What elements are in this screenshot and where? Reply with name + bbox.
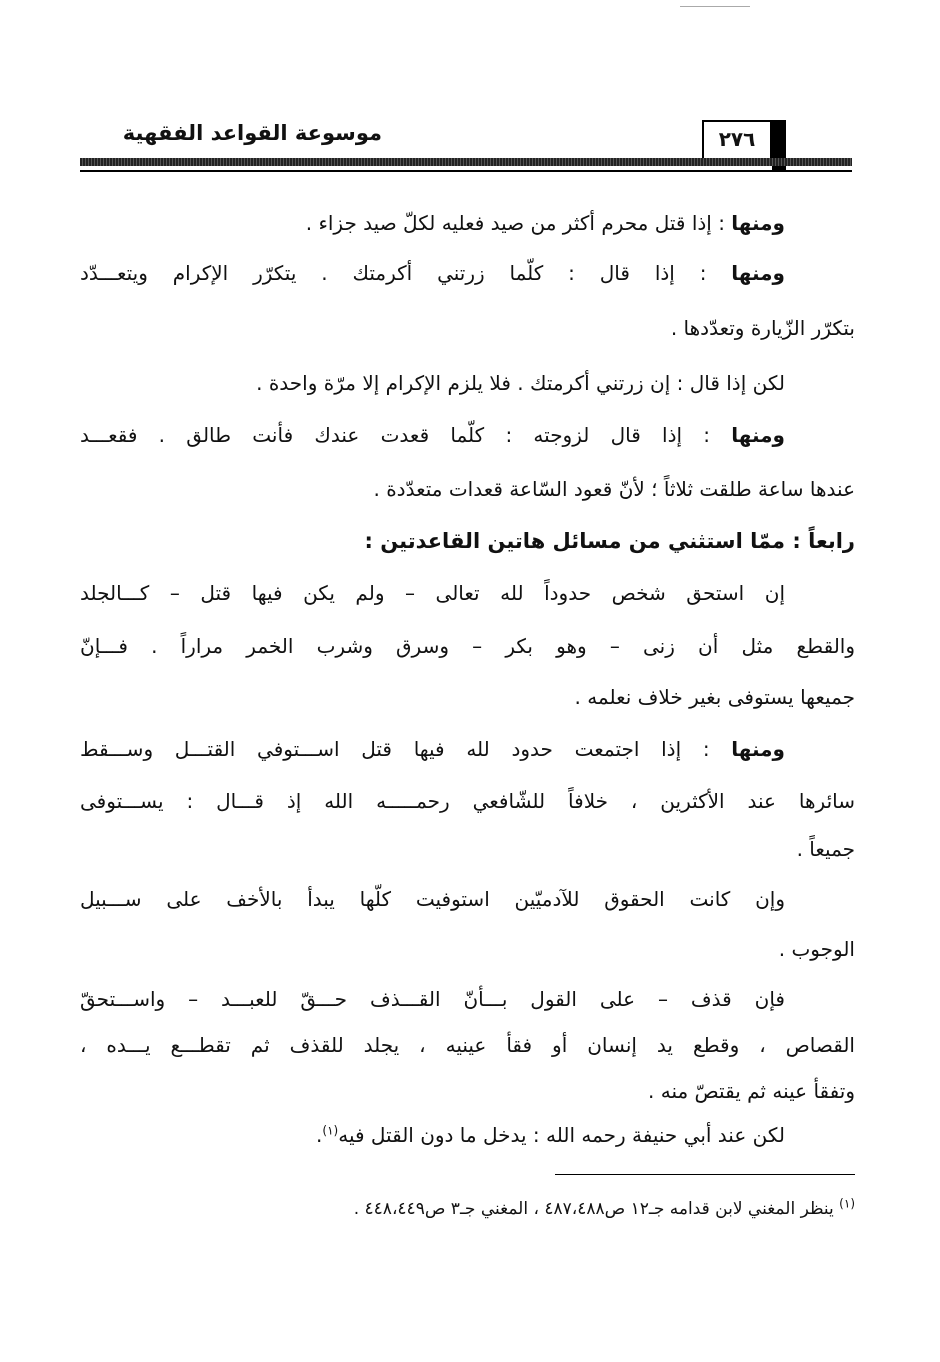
text-line: ومنها : إذا قال لزوجته : كلّما قعدت عندك فأنت طالق . فقعـــد (80, 423, 785, 447)
text-line: والقطع مثل أن زنى – وهو بكر – وسرق وشرب الخمر مراراً . فـــإنّ (80, 634, 855, 658)
text-line: ومنها : إذا قال : كلّما زرتني أكرمتك . يتكرّر الإكرام ويتعـــدّد (80, 261, 785, 285)
footnote-text: ينظر المغني لابن قدامه جـ١٢ ص٤٨٧،٤٨٨ ، المغني جـ٣ ص٤٤٨،٤٤٩ . (353, 1199, 840, 1219)
footnote-reference: (١) (322, 1123, 339, 1138)
footnote (80, 1192, 855, 1226)
text-line: القصاص ، وقطع يد إنسان أو فقأ عينيه ، يجلد للقذف ثم تقطـــع يـــده ، (80, 1033, 855, 1057)
text-line: بتكرّر الزّيارة وتعدّدها . (670, 316, 855, 340)
text-line: لكن إذا قال : إن زرتني أكرمتك . فلا يلزم الإكرام إلا مرّة واحدة . (256, 371, 785, 395)
header-rule-thick (80, 158, 852, 166)
text-line: عندها ساعة طلقت ثلاثاً ؛ لأنّ قعود السّاعة قعدات متعدّدة . (373, 477, 855, 501)
footnote-separator (555, 1174, 855, 1175)
text-line: سائرها عند الأكثرين ، خلافاً للشّافعي رحمـــــه الله إذ قـــال : يســـتوفى (80, 789, 855, 813)
section-heading: رابعاً : ممّا استثني من مسائل هاتين القاعدتين : (364, 529, 855, 553)
text-line: جميعها يستوفى بغير خلاف نعلمه . (574, 685, 855, 709)
page-header (80, 118, 852, 178)
scan-artifact-line (680, 6, 750, 7)
text-line: جميعاً . (796, 837, 855, 861)
text-line: الوجوب . (778, 937, 855, 961)
footnote-marker: (١) (839, 1196, 855, 1211)
text-line: ومنها : إذا قتل محرم أكثر من صيد فعليه لكلّ صيد جزاء . (305, 211, 785, 235)
text-line: وتفقأ عينه ثم يقتصّ منه . (648, 1079, 855, 1103)
text-line: فإن قذف – على القول بـــأنّ القـــذف حـــقّ للعبـــد – واســـتحقّ (80, 987, 785, 1011)
text-line: وإن كانت الحقوق للآدميّين استوفيت كلّها يبدأ بالأخف على ســـبيل (80, 887, 785, 911)
header-rule-thin (80, 170, 852, 172)
text-line: لكن عند أبي حنيفة رحمه الله : يدخل ما دون القتل فيه$^{(١)}$. (316, 1123, 785, 1147)
running-title: موسوعة القواعد الفقهية (122, 121, 382, 145)
text-line: إن استحق شخص حدوداً لله تعالى – ولم يكن فيها قتل – كـــالجلد (80, 581, 785, 605)
text-line: ومنها : إذا اجتمعت حدود لله فيها قتل اســـتوفي القتـــل وســـقط (80, 737, 785, 761)
page-number: ٢٧٦ (702, 120, 772, 158)
